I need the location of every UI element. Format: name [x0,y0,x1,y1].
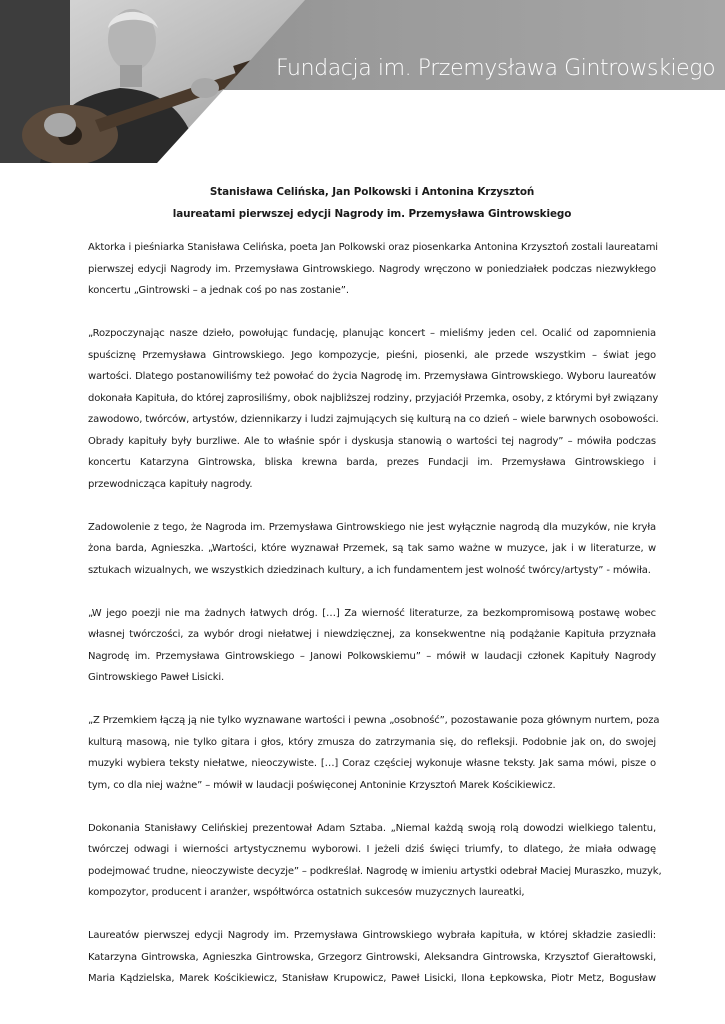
text-line: Zadowolenie z tego, że Nagroda im. Przemysława Gintrowskiego nie jest wyłącznie nagrodą dla muzyków, nie kryła [88,521,656,533]
text-line: Aktorka i pieśniarka Stanisława Celińska, poeta Jan Polkowski oraz piosenkarka Antonina Krzysztoń zostali laureatami [88,242,658,253]
text-line: żona barda, Agnieszka. „Wartości, które wyznawał Przemek, są tak samo ważne w muzyce, jak i w literaturze, w [88,543,656,554]
text-line: Laureatów pierwszej edycji Nagrody im. Przemysława Gintrowskiego wybrała kapituła, w której składzie zasiedli: [88,930,656,941]
header-banner [0,0,725,163]
text-line: zawodowo, twórców, artystów, dziennikarzy i ludzi zajmujących się kulturą na co dzień – wiele barwnych osobowości. [88,414,659,425]
paragraph-7 [88,925,656,990]
text-line: muzyki wybiera teksty niełatwe, nieoczywiste. […] Coraz częściej wykonuje własne teksty. Jak sama mówi, pisze o [88,758,656,769]
paragraph-4 [88,603,656,689]
paragraph-3 [88,517,656,582]
page-title [88,181,656,225]
text-line: przewodnicząca kapituły nagrody. [88,478,253,490]
text-line: koncertu Katarzyna Gintrowska, bliska krewna barda, prezes Fundacji im. Przemysława Gintrowskiego i [88,457,656,468]
banner-graphic [0,0,725,163]
text-line: „Z Przemkiem łączą ją nie tylko wyznawane wartości i pewna „osobność”, pozostawanie poza głównym nurtem, poza [88,715,660,726]
text-line: twórczej odwagi i wierności artystycznemu wyborowi. I jeżeli dziś święci triumfy, to dlatego, że miała odwagę [88,844,656,855]
text-line: tym, co dla niej ważne” – mówił w laudacji poświęconej Antoninie Krzysztoń Marek Kościkiewicz. [88,779,556,791]
text-line: dokonała Kapituła, do której zaprosiliśmy, obok najbliższej rodziny, przyjaciół Przemka, osoby, z którymi był związany [88,392,659,404]
text-line: sztukach wizualnych, we wszystkich dziedzinach kultury, a ich fundamentem jest wolność twórcy/artysty” - mówiła. [88,564,651,576]
text-line: Maria Kądzielska, Marek Kościkiewicz, Stanisław Krupowicz, Paweł Lisicki, Ilona Łepkowska, Piotr Metz, Bogusław [88,973,656,984]
text-line: spuściznę Przemysława Gintrowskiego. Jego kompozycje, pieśni, piosenki, ale przede wszystkim – świat jego [88,349,656,361]
title-line-2: laureatami pierwszej edycji Nagrody im. Przemysława Gintrowskiego [172,208,572,220]
text-line: „Rozpoczynając nasze dzieło, powołując fundację, planując koncert – mieliśmy jeden cel. Ocalić od zapomnienia [88,328,656,339]
title-line-1: Stanisława Celińska, Jan Polkowski i Antonina Krzysztoń [209,186,535,198]
article-body [88,237,662,1011]
paragraph-5 [88,710,660,796]
text-line: „W jego poezji nie ma żadnych łatwych dróg. […] Za wierność literaturze, za bezkompromisową postawę wobec [88,607,656,619]
text-line: Nagrodę im. Przemysława Gintrowskiego – Janowi Polkowskiemu” – mówił w laudacji członek Kapituły Nagrody [88,650,656,662]
text-line: Gintrowskiego Paweł Lisicki. [88,672,224,683]
text-line: pierwszej edycji Nagrody im. Przemysława Gintrowskiego. Nagrody wręczono w poniedziałek podczas niezwykłego [88,263,656,275]
text-line: Obrady kapituły były burzliwe. Ale to właśnie spór i dyskusja stanowią o wartości tej nagrody” – mówiła podczas [88,435,656,447]
text-line: kulturą masową, nie tylko gitara i głos, który zmusza do zatrzymania się, do refleksji. Podobnie jak on, do swojej [88,736,656,748]
text-line: koncertu „Gintrowski – a jednak coś po nas zostanie”. [88,285,349,296]
foundation-name: Fundacja im. Przemysława Gintrowskiego [276,56,716,81]
text-line: kompozytor, producent i aranżer, współtwórca ostatnich sukcesów muzycznych laureatki, [88,887,525,898]
text-line: Katarzyna Gintrowska, Agnieszka Gintrowska, Grzegorz Gintrowski, Aleksandra Gintrowska, Krzysztof Gierałtowski, [88,951,656,963]
paragraph-2 [88,323,659,495]
paragraph-6 [88,818,662,904]
text-line: podejmować trudne, nieoczywiste decyzje” – podkreślał. Nagrodę w imieniu artystki odebrał Maciej Muraszko, muzyk, [88,865,662,877]
text-line: wartości. Dlatego postanowiliśmy też powołać do życia Nagrodę im. Przemysława Gintrowskiego. Wyboru laureatów [88,371,656,382]
text-line: Dokonania Stanisławy Celińskiej prezentował Adam Sztaba. „Niemal każdą swoją rolą dowodzi wielkiego talentu, [88,822,656,834]
paragraph-1 [88,237,656,302]
text-line: własnej twórczości, za wybór drogi niełatwej i niewdzięcznej, za konsekwentne nią podążanie Kapituła przyznała [88,629,656,640]
